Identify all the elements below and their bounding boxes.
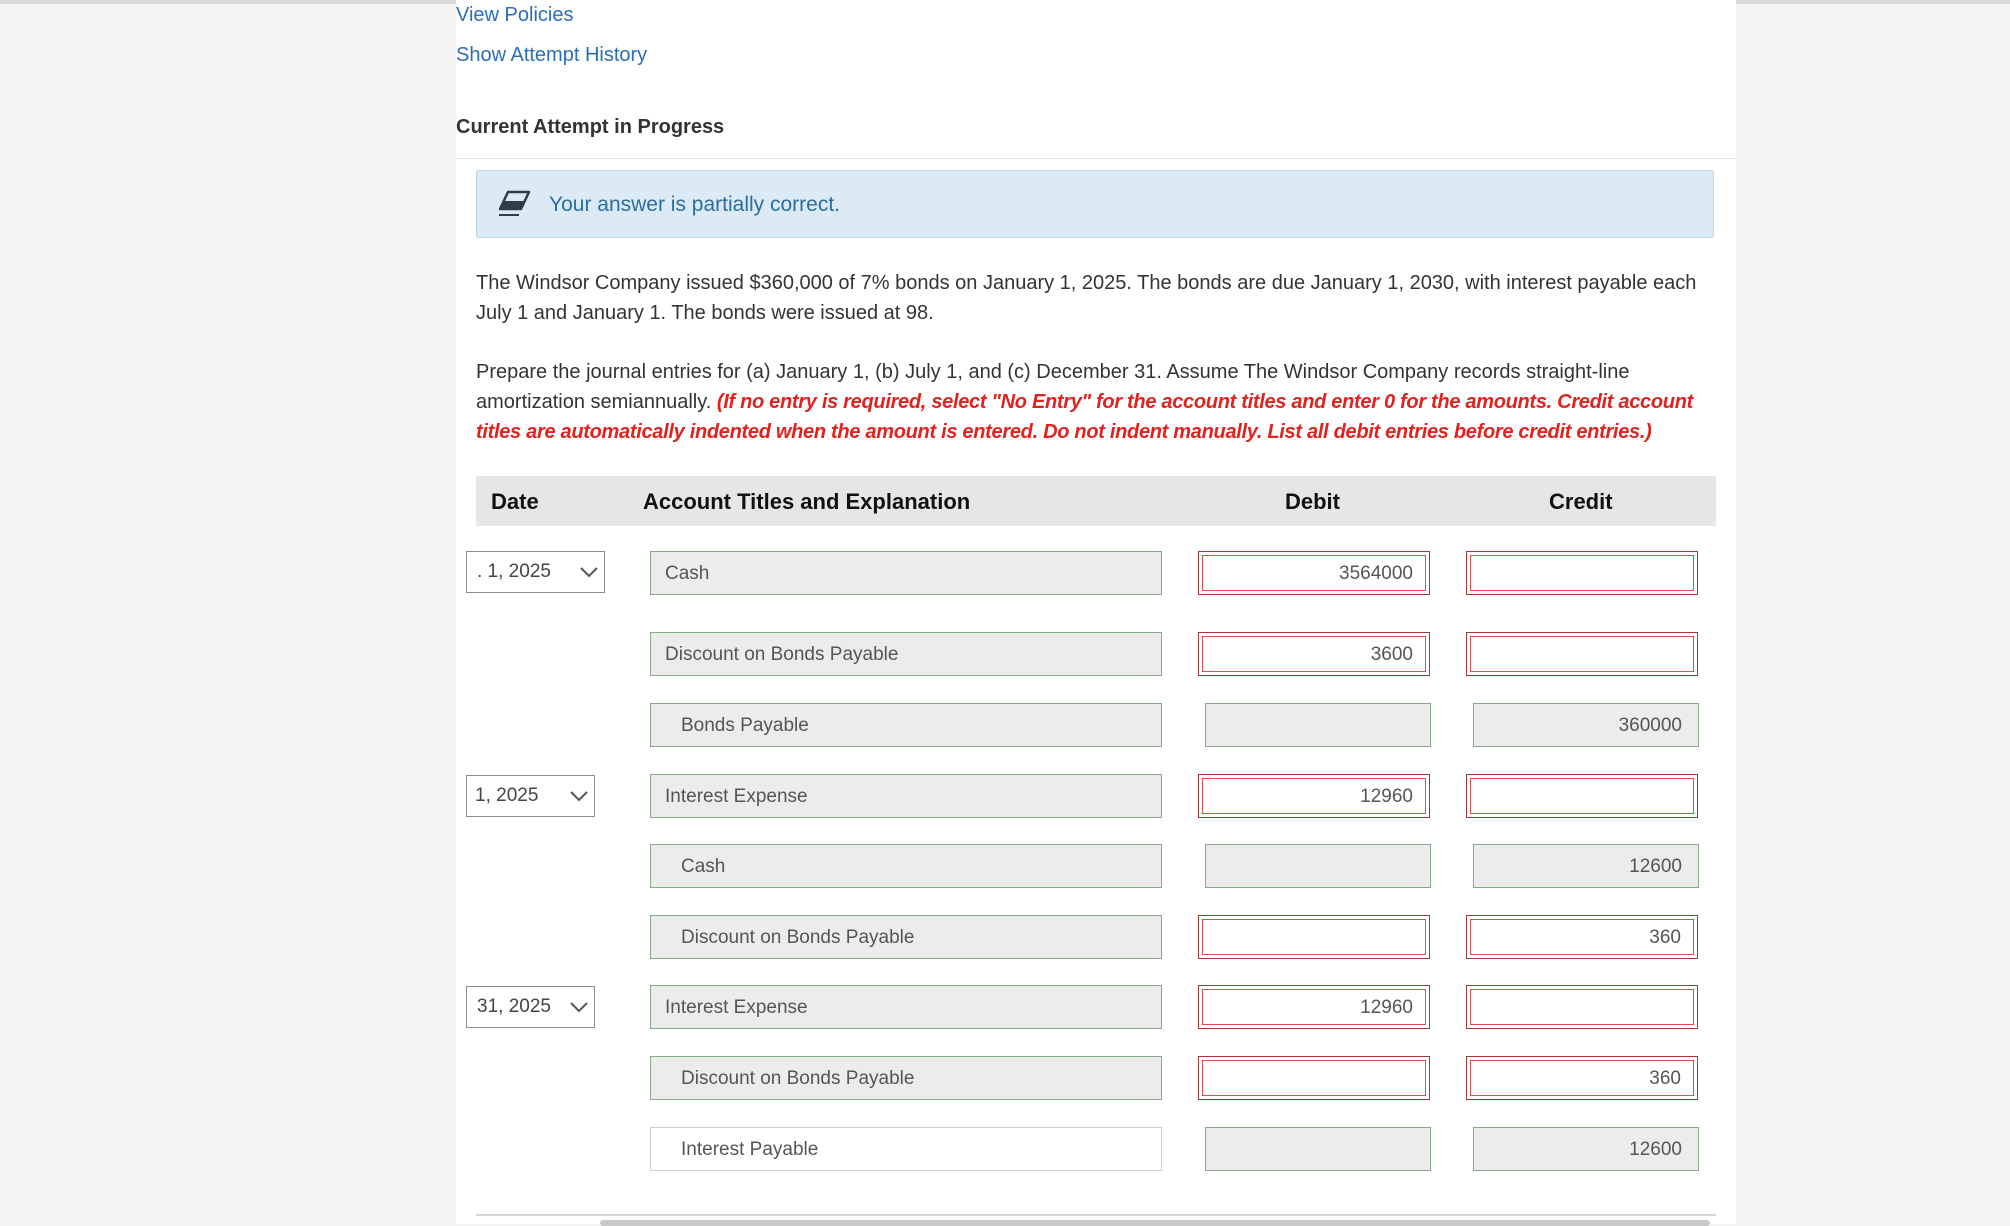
credit-value: 360 [1649,927,1681,948]
debit-input[interactable] [1198,915,1430,959]
question-instructions: (If no entry is required, select "No Entry" for the account titles and enter 0 for the amounts. Credit account titles are automatically indented when the amount is entered. Do not indent manually. List all debit entries before credit entries.) [476,391,1693,443]
date-select-a-value: . 1, 2025 [477,561,551,582]
debit-input[interactable] [1198,632,1430,676]
header-credit: Credit [1549,489,1613,514]
account-field[interactable] [650,844,1162,888]
question-paragraph-2 [476,357,1716,447]
horizontal-scrollbar[interactable] [600,1220,1710,1226]
credit-value: 12600 [1629,856,1682,877]
chevron-down-icon [569,789,589,803]
eraser-icon [497,189,531,219]
debit-value: 12960 [1360,997,1413,1018]
account-field-value: Interest Expense [665,997,808,1018]
question-paragraph-1: The Windsor Company issued $360,000 of 7% bonds on January 1, 2025. The bonds are due January 1, 2030, with interest payable each July 1 and January 1. The bonds were issued at 98. [476,272,1697,324]
show-attempt-history-link[interactable]: Show Attempt History [456,44,648,66]
date-select-c-value: 31, 2025 [477,996,551,1017]
date-select-a[interactable] [466,551,605,593]
header-date: Date [491,489,539,514]
credit-input[interactable] [1466,1056,1698,1100]
account-field-value: Discount on Bonds Payable [681,1068,915,1089]
account-field[interactable] [650,1056,1162,1100]
debit-input[interactable] [1198,551,1430,595]
date-select-b[interactable] [466,775,595,817]
debit-value: 12960 [1360,786,1413,807]
debit-value: 3564000 [1339,563,1413,584]
account-field[interactable] [650,632,1162,676]
account-field[interactable] [650,551,1162,595]
chevron-down-icon [579,565,599,579]
account-field-value: Discount on Bonds Payable [665,644,899,665]
credit-input[interactable] [1466,632,1698,676]
account-field-value: Interest Payable [681,1139,819,1160]
credit-value: 360000 [1618,715,1682,736]
table-bottom-divider [476,1214,1716,1216]
feedback-banner [476,170,1714,238]
debit-input[interactable] [1205,844,1431,888]
account-field[interactable] [650,985,1162,1029]
debit-input[interactable] [1198,1056,1430,1100]
credit-input[interactable] [1466,774,1698,818]
account-field-value: Bonds Payable [681,715,809,736]
debit-input[interactable] [1198,985,1430,1029]
account-field[interactable] [650,774,1162,818]
credit-input[interactable] [1473,844,1699,888]
chevron-down-icon [569,1000,589,1014]
credit-value: 360 [1649,1068,1681,1089]
date-select-c[interactable] [466,986,595,1028]
header-account: Account Titles and Explanation [643,489,971,514]
account-field-value: Cash [665,563,710,584]
credit-input[interactable] [1473,1127,1699,1171]
credit-input[interactable] [1466,551,1698,595]
credit-value: 12600 [1629,1139,1682,1160]
debit-input[interactable] [1198,774,1430,818]
debit-input[interactable] [1205,1127,1431,1171]
account-field-value: Cash [681,856,726,877]
debit-value: 3600 [1370,644,1413,665]
view-policies-link[interactable]: View Policies [456,4,574,26]
account-field[interactable] [650,1127,1162,1171]
account-field[interactable] [650,703,1162,747]
date-select-b-value: 1, 2025 [475,785,539,806]
attempt-heading: Current Attempt in Progress [456,116,725,138]
account-field[interactable] [650,915,1162,959]
credit-input[interactable] [1473,703,1699,747]
header-debit: Debit [1285,489,1340,514]
feedback-text: Your answer is partially correct. [549,193,841,216]
question-text: Prepare the journal entries for (a) January 1, (b) July 1, and (c) December 31. Assume The Windsor Company records straight-line amortization semiannually. [476,361,1630,413]
table-header [476,476,1716,526]
divider [456,158,1736,159]
debit-input[interactable] [1205,703,1431,747]
account-field-value: Discount on Bonds Payable [681,927,915,948]
credit-input[interactable] [1466,915,1698,959]
account-field-value: Interest Expense [665,786,808,807]
credit-input[interactable] [1466,985,1698,1029]
